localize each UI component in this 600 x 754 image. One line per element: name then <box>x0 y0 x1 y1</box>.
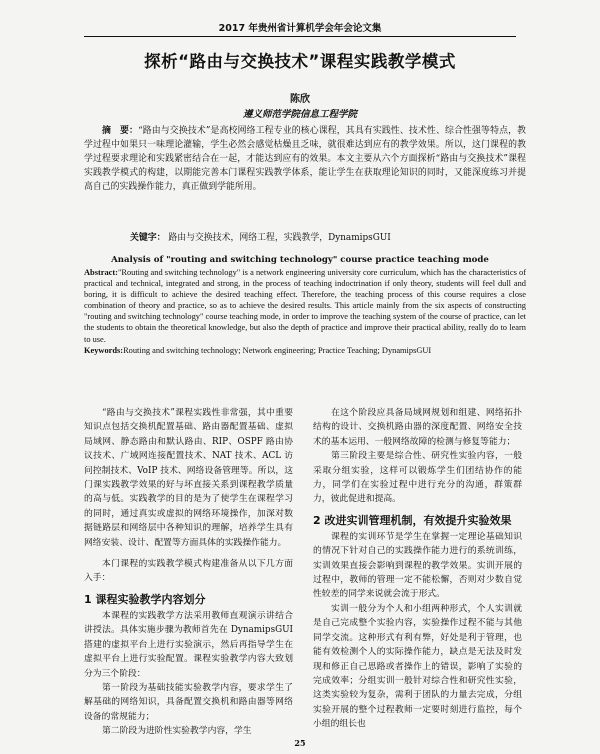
paper-title: 探析“路由与交换技术”课程实践教学模式 <box>144 52 456 71</box>
body-paragraph: 课程的实训环节是学生在掌握一定理论基础知识的情况下针对自己的实践操作能力进行的系统训练，实训效果直接会影响到课程的教学效果。实训开展的过程中，教师的管理一定不能松懈，否则对少数自觉性较差的同学来说就会流于形式。 <box>313 531 522 600</box>
english-title: Analysis of "routing and switching technology" course practice teaching mode <box>111 255 489 265</box>
abstract-cn-label: 摘 要： <box>102 126 139 136</box>
header-rule <box>84 36 516 37</box>
author-affiliation: 遵义师范学院信息工程学院 <box>242 109 357 120</box>
keywords-cn <box>130 232 530 245</box>
body-paragraph: 实训一般分为个人和小组两种形式，个人实训就是自己完成整个实验内容，实验操作过程不能与其他同学交流。这种形式有利有弊，好处是利于管理，也能有效检测个人的实际操作能力，缺点是无法及时发现和修正自己思路或者操作上的错误，影响了实验的完成效率；分组实训一般针对综合性和研究性实验，这类实验较为复杂，需利于团队的力量去完成，分组实验开展的整个过程教师一定要时刻进行监控，每个小组的组长也 <box>313 603 522 730</box>
author-name: 陈欣 <box>290 94 310 105</box>
body-paragraph: 第三阶段主要是综合性、研究性实验内容，一般采取分组实验，这样可以锻炼学生们团结协作的能力，同学们在实验过程中进行充分的沟通，群策群力，彼此促进和提高。 <box>313 451 522 505</box>
body-paragraph: 本门课程的实践教学模式构建准备从以下几方面入手： <box>84 559 293 584</box>
page-number: 25 <box>294 738 306 748</box>
keywords-cn-label: 关键字： <box>130 233 166 243</box>
body-paragraph: “路由与交换技术”课程实践性非常强，其中重要知识点包括交换机配置基础、路由器配置基础、虚拟局域网、静态路由和默认路由、RIP、OSPF 路由协议技术、广域网连接配置技术、NAT 技术、ACL 访问控制技术、VoIP 技术、网络设备管理等。所以，这门课实践教学效果的好与坏直接关系到课程教学质量的高与低。实践教学的目的是为了使学生在课程学习的同时，通过真实或虚拟的网络环境操作，加深对数据链路层和网络层中各种知识的理解，培养学生具有网络安装、设计、配置等方面具体的实践操作能力。 <box>84 408 293 548</box>
body-column-right <box>313 406 522 732</box>
body-paragraph: 第二阶段为进阶性实验教学内容，学生 <box>102 726 252 737</box>
abstract-cn-text: “路由与交换技术”是高校网络工程专业的核心课程，其具有实践性、技术性、综合性强等特点，教学过程中如果只一味理论灌输，学生必然会感觉枯燥且乏味，就很难达到应有的教学效果。所以，这门课程的教学过程要求理论和实践紧密结合在一起，才能达到应有的效果。本文主要从六个方面探析“路由与交换技术”课程实践教学模式的构建，以期能完善本门课程实践教学体系，能让学生在获取理论知识的同时，又能深度练习并提高自己的实践操作能力，真正做到学能所用。 <box>84 126 527 192</box>
abstract-cn <box>84 124 526 194</box>
body-paragraph: 在这个阶段应具备局域网规划和组建、网络拓扑结构的设计、交换机路由器的深度配置、网络安全技术的基本运用、一般网络故障的检测与修复等能力； <box>313 408 522 447</box>
body-paragraph: 第一阶段为基础技能实验教学内容，要求学生了解基础的网络知识，具备配置交换机和路由器等网络设备的常规能力； <box>84 682 293 722</box>
keywords-cn-text: 路由与交换技术，网络工程，实践教学，DynamipsGUI <box>168 233 391 243</box>
abstract-en-label: Abstract: <box>84 268 118 277</box>
running-head: 2017 年贵州省计算机学会年会论文集 <box>218 23 382 34</box>
section-heading-1: 1 课程实验教学内容划分 <box>84 592 206 606</box>
keywords-en-label: Keywords: <box>84 345 124 355</box>
section-heading-2: 2 改进实训管理机制，有效提升实验效果 <box>313 513 512 527</box>
keywords-en-text: Routing and switching technology; Network engineering; Practice Teaching; DynamipsGUI <box>123 345 432 355</box>
abstract-en-text: "Routing and switching technology" is a network engineering university core curriculum, which has the characteristics of practical and technical, integrated and strong, in the process of teaching indoctrination if only theory, students will feel dull and boring, it is difficult to achieve the desired teaching effect. Therefore, the teaching process of this course requires a close combination of theory and practice, so as to achieve the desired results. This article mainly from the six aspects of constructing "routing and switching technology" course teaching mode, in order to improve the teaching system of the course of practice, can let the students to obtain the theoretical knowledge, but also the depth of practice and improve their practical ability, really do to learn to use. <box>84 268 526 344</box>
body-column-left <box>84 406 293 739</box>
abstract-en <box>84 267 526 356</box>
body-paragraph: 本课程的实践教学方法采用教师直观演示讲结合讲授法。具体实施步骤为教师首先在 DynamipsGUI 搭建的虚拟平台上进行实验演示，然后再指导学生在虚拟平台上进行实验配置。课程实验教学内容大致划分为三个阶段： <box>84 610 293 679</box>
